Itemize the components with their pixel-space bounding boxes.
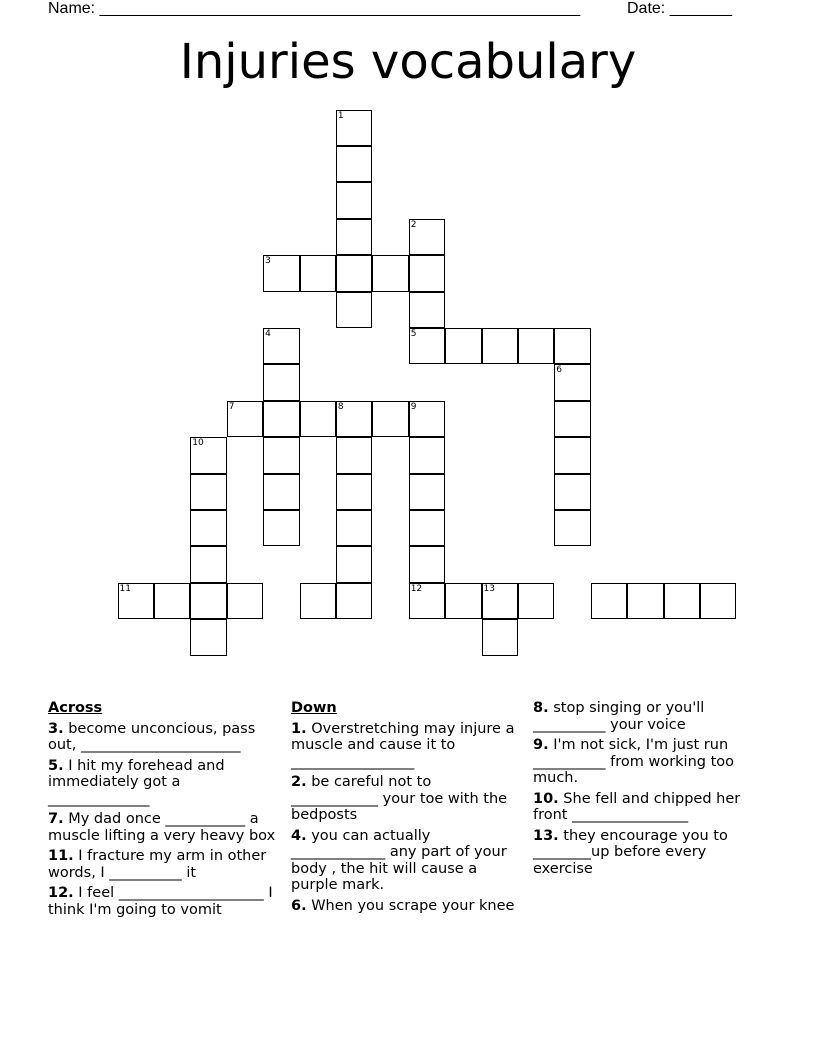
down-clues-continued — [533, 700, 768, 881]
cell-number: 5 — [410, 328, 417, 339]
crossword-cell[interactable] — [336, 401, 373, 438]
down-heading: Down — [291, 700, 337, 716]
crossword-cell[interactable] — [409, 292, 446, 329]
crossword-cell[interactable] — [336, 583, 373, 620]
crossword-cell[interactable] — [554, 401, 591, 438]
crossword-cell[interactable] — [263, 401, 300, 438]
crossword-cell[interactable] — [554, 364, 591, 401]
crossword-cell[interactable] — [409, 437, 446, 474]
cell-number: 9 — [410, 401, 417, 412]
cell-number: 12 — [410, 583, 423, 594]
crossword-cell[interactable] — [409, 328, 446, 365]
crossword-cell[interactable] — [664, 583, 701, 620]
clue-across-12: 12. I feel ____________________ I think I'm going to vomit — [48, 885, 273, 918]
crossword-cell[interactable] — [336, 182, 373, 219]
crossword-cell[interactable] — [554, 437, 591, 474]
clue-down-4: 4. you can actually _____________ any part of your body , the hit will cause a purple mark. — [291, 827, 507, 893]
crossword-cell[interactable] — [118, 583, 155, 620]
cell-number: 8 — [337, 401, 344, 412]
crossword-cell[interactable] — [372, 255, 409, 292]
date-field-label: Date: _______ — [627, 0, 732, 17]
cell-number: 6 — [556, 365, 563, 376]
across-heading: Across — [48, 700, 103, 716]
clue-across-3: 3. become unconcious, pass out, ______________________ — [48, 720, 256, 753]
crossword-cell[interactable] — [409, 255, 446, 292]
crossword-cell[interactable] — [482, 328, 519, 365]
clue-down-13: 13. they encourage you to ________up before every exercise — [533, 827, 728, 877]
crossword-cell[interactable] — [336, 110, 373, 147]
crossword-cell[interactable] — [190, 546, 227, 583]
crossword-cell[interactable] — [336, 146, 373, 183]
crossword-cell[interactable] — [336, 510, 373, 547]
crossword-cell[interactable] — [263, 364, 300, 401]
crossword-cell[interactable] — [154, 583, 191, 620]
crossword-cell[interactable] — [336, 292, 373, 329]
cell-number: 1 — [337, 110, 344, 121]
clue-across-11: 11. I fracture my arm in other words, I __________ it — [48, 848, 267, 881]
clue-down-9: 9. I'm not sick, I'm just run __________ from working too much. — [533, 737, 735, 786]
crossword-cell[interactable] — [591, 583, 628, 620]
crossword-cell[interactable] — [336, 437, 373, 474]
crossword-cell[interactable] — [263, 328, 300, 365]
clue-across-7: 7. My dad once ___________ a muscle lifting a very heavy box — [48, 811, 276, 844]
crossword-cell[interactable] — [300, 255, 337, 292]
cell-number: 3 — [265, 256, 271, 267]
crossword-cell[interactable] — [700, 583, 737, 620]
page-title: Injuries vocabulary — [179, 34, 637, 90]
crossword-cell[interactable] — [409, 546, 446, 583]
clue-down-1: 1. Overstretching may injure a muscle and cause it to _________________ — [291, 720, 515, 770]
crossword-cell[interactable] — [409, 510, 446, 547]
crossword-cell[interactable] — [190, 619, 227, 656]
crossword-cell[interactable] — [227, 401, 264, 438]
crossword-cell[interactable] — [627, 583, 664, 620]
crossword-cell[interactable] — [227, 583, 264, 620]
crossword-cell[interactable] — [554, 510, 591, 547]
crossword-cell[interactable] — [300, 583, 337, 620]
crossword-cell[interactable] — [263, 510, 300, 547]
cell-number: 13 — [483, 583, 495, 594]
crossword-cell[interactable] — [409, 401, 446, 438]
cell-number: 11 — [119, 583, 131, 594]
crossword-cell[interactable] — [409, 219, 446, 256]
name-field-label: Name: ______________________________________________________ — [48, 0, 581, 17]
clue-down-8: 8. stop singing or you'll __________ your voice — [533, 700, 705, 733]
crossword-cell[interactable] — [554, 474, 591, 511]
crossword-cell[interactable] — [409, 474, 446, 511]
crossword-cell[interactable] — [263, 255, 300, 292]
across-clues — [48, 700, 278, 922]
crossword-cell[interactable] — [263, 474, 300, 511]
crossword-cell[interactable] — [482, 583, 519, 620]
cell-number: 2 — [410, 219, 417, 230]
crossword-cell[interactable] — [445, 583, 482, 620]
clue-across-5: 5. I hit my forehead and immediately got a ______________ — [48, 757, 225, 807]
crossword-cell[interactable] — [518, 328, 555, 365]
crossword-cell[interactable] — [300, 401, 337, 438]
crossword-cell[interactable] — [409, 583, 446, 620]
crossword-cell[interactable] — [263, 437, 300, 474]
cell-number: 7 — [228, 401, 235, 412]
cell-number: 10 — [192, 438, 204, 449]
crossword-cell[interactable] — [336, 255, 373, 292]
crossword-cell[interactable] — [336, 546, 373, 583]
crossword-cell[interactable] — [445, 328, 482, 365]
crossword-cell[interactable] — [190, 474, 227, 511]
crossword-cell[interactable] — [336, 474, 373, 511]
crossword-cell[interactable] — [518, 583, 555, 620]
down-clues — [291, 700, 521, 918]
clue-down-10: 10. She fell and chipped her front ________________ — [533, 790, 741, 823]
clue-down-2: 2. be careful not to ____________ your toe with the bedposts — [291, 774, 508, 823]
crossword-cell[interactable] — [482, 619, 519, 656]
crossword-cell[interactable] — [190, 510, 227, 547]
crossword-cell[interactable] — [190, 583, 227, 620]
clue-down-6: 6. When you scrape your knee — [291, 897, 515, 914]
crossword-cell[interactable] — [336, 219, 373, 256]
cell-number: 4 — [265, 328, 271, 339]
crossword-cell[interactable] — [372, 401, 409, 438]
crossword-cell[interactable] — [190, 437, 227, 474]
crossword-cell[interactable] — [554, 328, 591, 365]
